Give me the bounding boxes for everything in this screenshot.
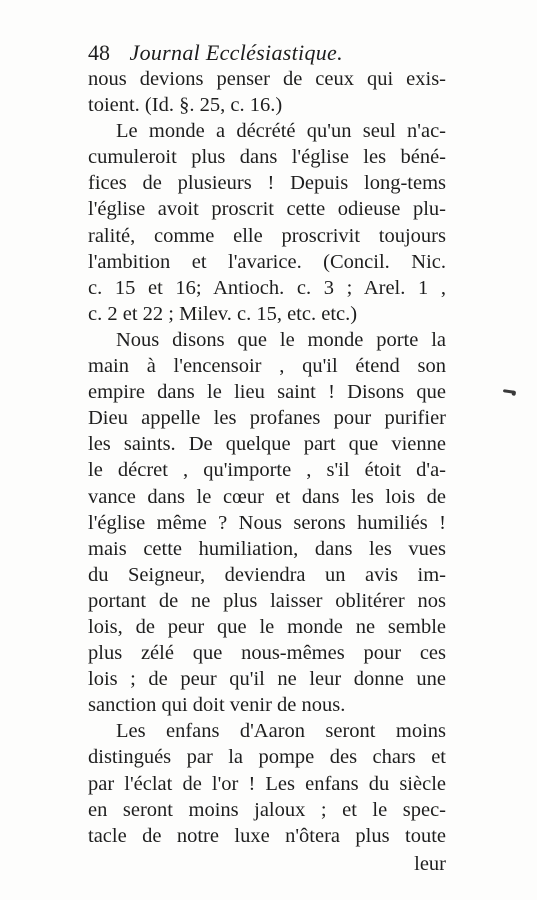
text-line: le décret , qu'importe , s'il étoit d'a- [88, 459, 446, 482]
text-line: en seront moins jaloux ; et le spec- [88, 798, 446, 821]
text-line: nous devions penser de ceux qui exis- [88, 68, 446, 90]
body-text [88, 66, 446, 877]
text-line: mais cette humiliation, dans les vues [88, 537, 446, 560]
text-line: distingués par la pompe des chars et [88, 746, 446, 769]
text-line: sanction qui doit venir de nous. [88, 694, 346, 717]
running-title: Journal Ecclésiastique. [129, 40, 343, 65]
page-number: 48 [88, 40, 110, 65]
text-line: main à l'encensoir , qu'il étend son [88, 355, 446, 378]
text-line: c. 15 et 16; Antioch. c. 3 ; Arel. 1 , [88, 276, 446, 299]
text-line: l'église avoit proscrit cette odieuse plu- [88, 198, 446, 221]
text-line: toient. (Id. §. 25, c. 16.) [88, 94, 283, 117]
text-line: lois ; de peur qu'il ne leur donne une [88, 668, 446, 691]
text-line: vance dans le cœur et dans les lois de [88, 485, 446, 508]
text-line: l'église même ? Nous serons humiliés ! [88, 511, 446, 534]
text-line: c. 2 et 22 ; Milev. c. 15, etc. etc.) [88, 302, 358, 325]
text-line: par l'éclat de l'or ! Les enfans du siècle [88, 772, 446, 795]
text-line: Dieu appelle les profanes pour purifier [88, 407, 446, 430]
text-line: tacle de notre luxe n'ôtera plus toute [88, 824, 446, 847]
text-line: du Seigneur, deviendra un avis im- [88, 563, 446, 586]
margin-ink-mark [503, 389, 515, 394]
text-line: fices de plusieurs ! Depuis long-tems [88, 172, 446, 195]
text-line: portant de ne plus laisser oblitérer nos [88, 589, 446, 612]
text-line: lois, de peur que le monde ne semble [88, 615, 446, 638]
paragraph-start-line: Les enfans d'Aaron seront moins [116, 720, 446, 743]
paragraph-start-line: Le monde a décrété qu'un seul n'ac- [116, 120, 446, 143]
text-line: l'ambition et l'avarice. (Concil. Nic. [88, 250, 446, 273]
text-line: cumuleroit plus dans l'église les béné- [88, 146, 446, 169]
text-line: ralité, comme elle proscrivit toujours [88, 224, 446, 247]
text-line: empire dans le lieu saint ! Disons que [88, 381, 446, 404]
paragraph-start-line: Nous disons que le monde porte la [116, 328, 446, 351]
text-line: les saints. De quelque part que vienne [88, 433, 446, 456]
catchword: leur [414, 852, 446, 875]
text-line: plus zélé que nous-mêmes pour ces [88, 642, 446, 665]
page-header [88, 38, 448, 68]
